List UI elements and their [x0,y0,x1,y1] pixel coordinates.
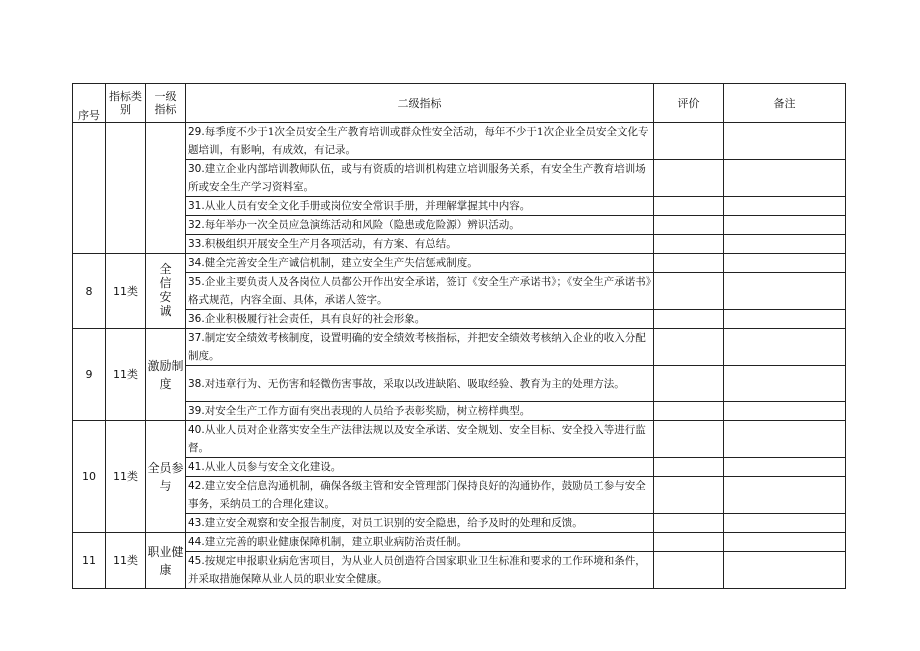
indicator-table [72,83,846,589]
evaluation-cell[interactable] [654,421,724,458]
remark-cell[interactable] [724,254,846,273]
table-row [73,254,846,273]
item-number: 30. [188,163,205,175]
table-row [73,477,846,514]
remark-cell[interactable] [724,329,846,366]
evaluation-cell[interactable] [654,216,724,235]
level2-item [186,329,654,366]
level2-item [186,552,654,589]
item-text: 建立安全信息沟通机制，确保各级主管和安全管理部门保持良好的沟通协作，鼓励员工参与安全事务，采纳员工的合理化建议。 [188,480,646,510]
evaluation-cell[interactable] [654,402,724,421]
evaluation-cell[interactable] [654,329,724,366]
group-index: 11 [73,533,106,589]
level2-item [186,197,654,216]
header-level1-line2: 指标 [154,103,177,116]
table-row [73,533,846,552]
header-level1 [146,84,186,123]
evaluation-cell[interactable] [654,197,724,216]
item-number: 31. [188,200,205,212]
evaluation-cell[interactable] [654,273,724,310]
header-remark: 备注 [724,84,846,123]
item-number: 36. [188,313,205,325]
item-number: 32. [188,219,205,231]
level2-item [186,310,654,329]
group-level1: 职业健康 [146,533,186,589]
header-level1-line1: 一级 [154,90,177,103]
level2-item [186,123,654,160]
item-text: 每年举办一次全员应急演练活动和风险（隐患或危险源）辨识活动。 [204,219,520,231]
remark-cell[interactable] [724,216,846,235]
remark-cell[interactable] [724,123,846,160]
header-index: 序号 [73,84,106,123]
table-row [73,273,846,310]
header-category-line1: 指标类 [109,90,142,103]
table-row [73,366,846,402]
remark-cell[interactable] [724,402,846,421]
item-number: 34. [188,257,205,269]
table-row [73,552,846,589]
item-text: 从业人员参与安全文化建设。 [204,461,342,473]
table-row [73,197,846,216]
remark-cell[interactable] [724,366,846,402]
item-number: 40. [188,424,205,436]
group-index: 9 [73,329,106,421]
item-text: 企业主要负责人及各岗位人员都公开作出安全承诺，签订《安全生产承诺书》；《安全生产承诺书》格式规范，内容全面、具体，承诺人签字。 [188,276,651,306]
remark-cell[interactable] [724,533,846,552]
remark-cell[interactable] [724,421,846,458]
level2-item [186,273,654,310]
group-index [73,123,106,254]
item-text: 健全完善安全生产诚信机制，建立安全生产失信惩戒制度。 [204,257,478,269]
level2-item [186,235,654,254]
item-text: 从业人员有安全文化手册或岗位安全常识手册，并理解掌握其中内容。 [204,200,531,212]
table-row [73,402,846,421]
remark-cell[interactable] [724,552,846,589]
remark-cell[interactable] [724,514,846,533]
level2-item [186,160,654,197]
item-number: 35. [188,276,205,288]
evaluation-cell[interactable] [654,123,724,160]
item-text: 建立完善的职业健康保障机制，建立职业病防治责任制。 [204,536,468,548]
level2-item [186,402,654,421]
header-category [106,84,146,123]
item-number: 33. [188,238,205,250]
level2-item [186,366,654,402]
remark-cell[interactable] [724,477,846,514]
evaluation-cell[interactable] [654,477,724,514]
item-number: 39. [188,405,205,417]
table-row [73,310,846,329]
header-category-line2: 别 [120,103,131,116]
remark-cell[interactable] [724,458,846,477]
item-number: 29. [188,126,205,138]
group-level1 [146,123,186,254]
evaluation-cell[interactable] [654,552,724,589]
level2-item [186,514,654,533]
item-number: 44. [188,536,205,548]
item-text: 按规定申报职业病危害项目，为从业人员创造符合国家职业卫生标准和要求的工作环境和条件，并采取措施保障从业人员的职业安全健康。 [188,555,646,585]
table-row [73,421,846,458]
evaluation-cell[interactable] [654,514,724,533]
item-number: 45. [188,555,205,567]
evaluation-cell[interactable] [654,366,724,402]
header-row [73,84,846,123]
evaluation-cell[interactable] [654,310,724,329]
item-text: 建立安全观察和安全报告制度，对员工识别的安全隐患，给予及时的处理和反馈。 [204,517,583,529]
evaluation-cell[interactable] [654,235,724,254]
remark-cell[interactable] [724,197,846,216]
table-row [73,329,846,366]
level2-item [186,458,654,477]
evaluation-cell[interactable] [654,254,724,273]
level2-item [186,421,654,458]
item-number: 41. [188,461,205,473]
group-index: 8 [73,254,106,329]
header-level2: 二级指标 [186,84,654,123]
group-category: 11类 [106,254,146,329]
item-number: 42. [188,480,205,492]
item-text: 企业积极履行社会责任，具有良好的社会形象。 [204,313,426,325]
remark-cell[interactable] [724,235,846,254]
evaluation-cell[interactable] [654,160,724,197]
level1-vertical-text: 全信安诚 [159,262,172,318]
group-level1: 全员参与 [146,421,186,533]
table-row [73,160,846,197]
remark-cell[interactable] [724,273,846,310]
evaluation-cell[interactable] [654,533,724,552]
group-category: 11类 [106,533,146,589]
item-text: 制定安全绩效考核制度，设置明确的安全绩效考核指标，并把安全绩效考核纳入企业的收入分配制度。 [188,332,646,362]
group-category [106,123,146,254]
item-number: 37. [188,332,205,344]
remark-cell[interactable] [724,160,846,197]
header-evaluation: 评价 [654,84,724,123]
item-text: 建立企业内部培训教师队伍，或与有资质的培训机构建立培训服务关系，有安全生产教育培训场所或安全生产学习资料室。 [188,163,646,193]
item-number: 38. [188,377,205,390]
item-text: 对违章行为、无伤害和轻微伤害事故，采取以改进缺陷、吸取经验、教育为主的处理方法。 [204,377,625,390]
remark-cell[interactable] [724,310,846,329]
table-row [73,458,846,477]
evaluation-cell[interactable] [654,458,724,477]
group-level1 [146,254,186,329]
table-row [73,123,846,160]
group-category: 11类 [106,329,146,421]
table-row [73,235,846,254]
group-level1: 激励制度 [146,329,186,421]
item-number: 43. [188,517,205,529]
table-row [73,514,846,533]
group-category: 11类 [106,421,146,533]
item-text: 从业人员对企业落实安全生产法律法规以及安全承诺、安全规划、安全目标、安全投入等进行监督。 [188,424,646,454]
table-row [73,216,846,235]
item-text: 积极组织开展安全生产月各项活动，有方案、有总结。 [204,238,457,250]
group-index: 10 [73,421,106,533]
level2-item [186,216,654,235]
item-text: 对安全生产工作方面有突出表现的人员给予表彰奖励，树立榜样典型。 [204,405,531,417]
level2-item [186,533,654,552]
level2-item [186,254,654,273]
item-text: 每季度不少于1次全员安全生产教育培训或群众性安全活动，每年不少于1次企业全员安全文化专题培训，有影响，有成效，有记录。 [188,126,649,156]
level2-item [186,477,654,514]
